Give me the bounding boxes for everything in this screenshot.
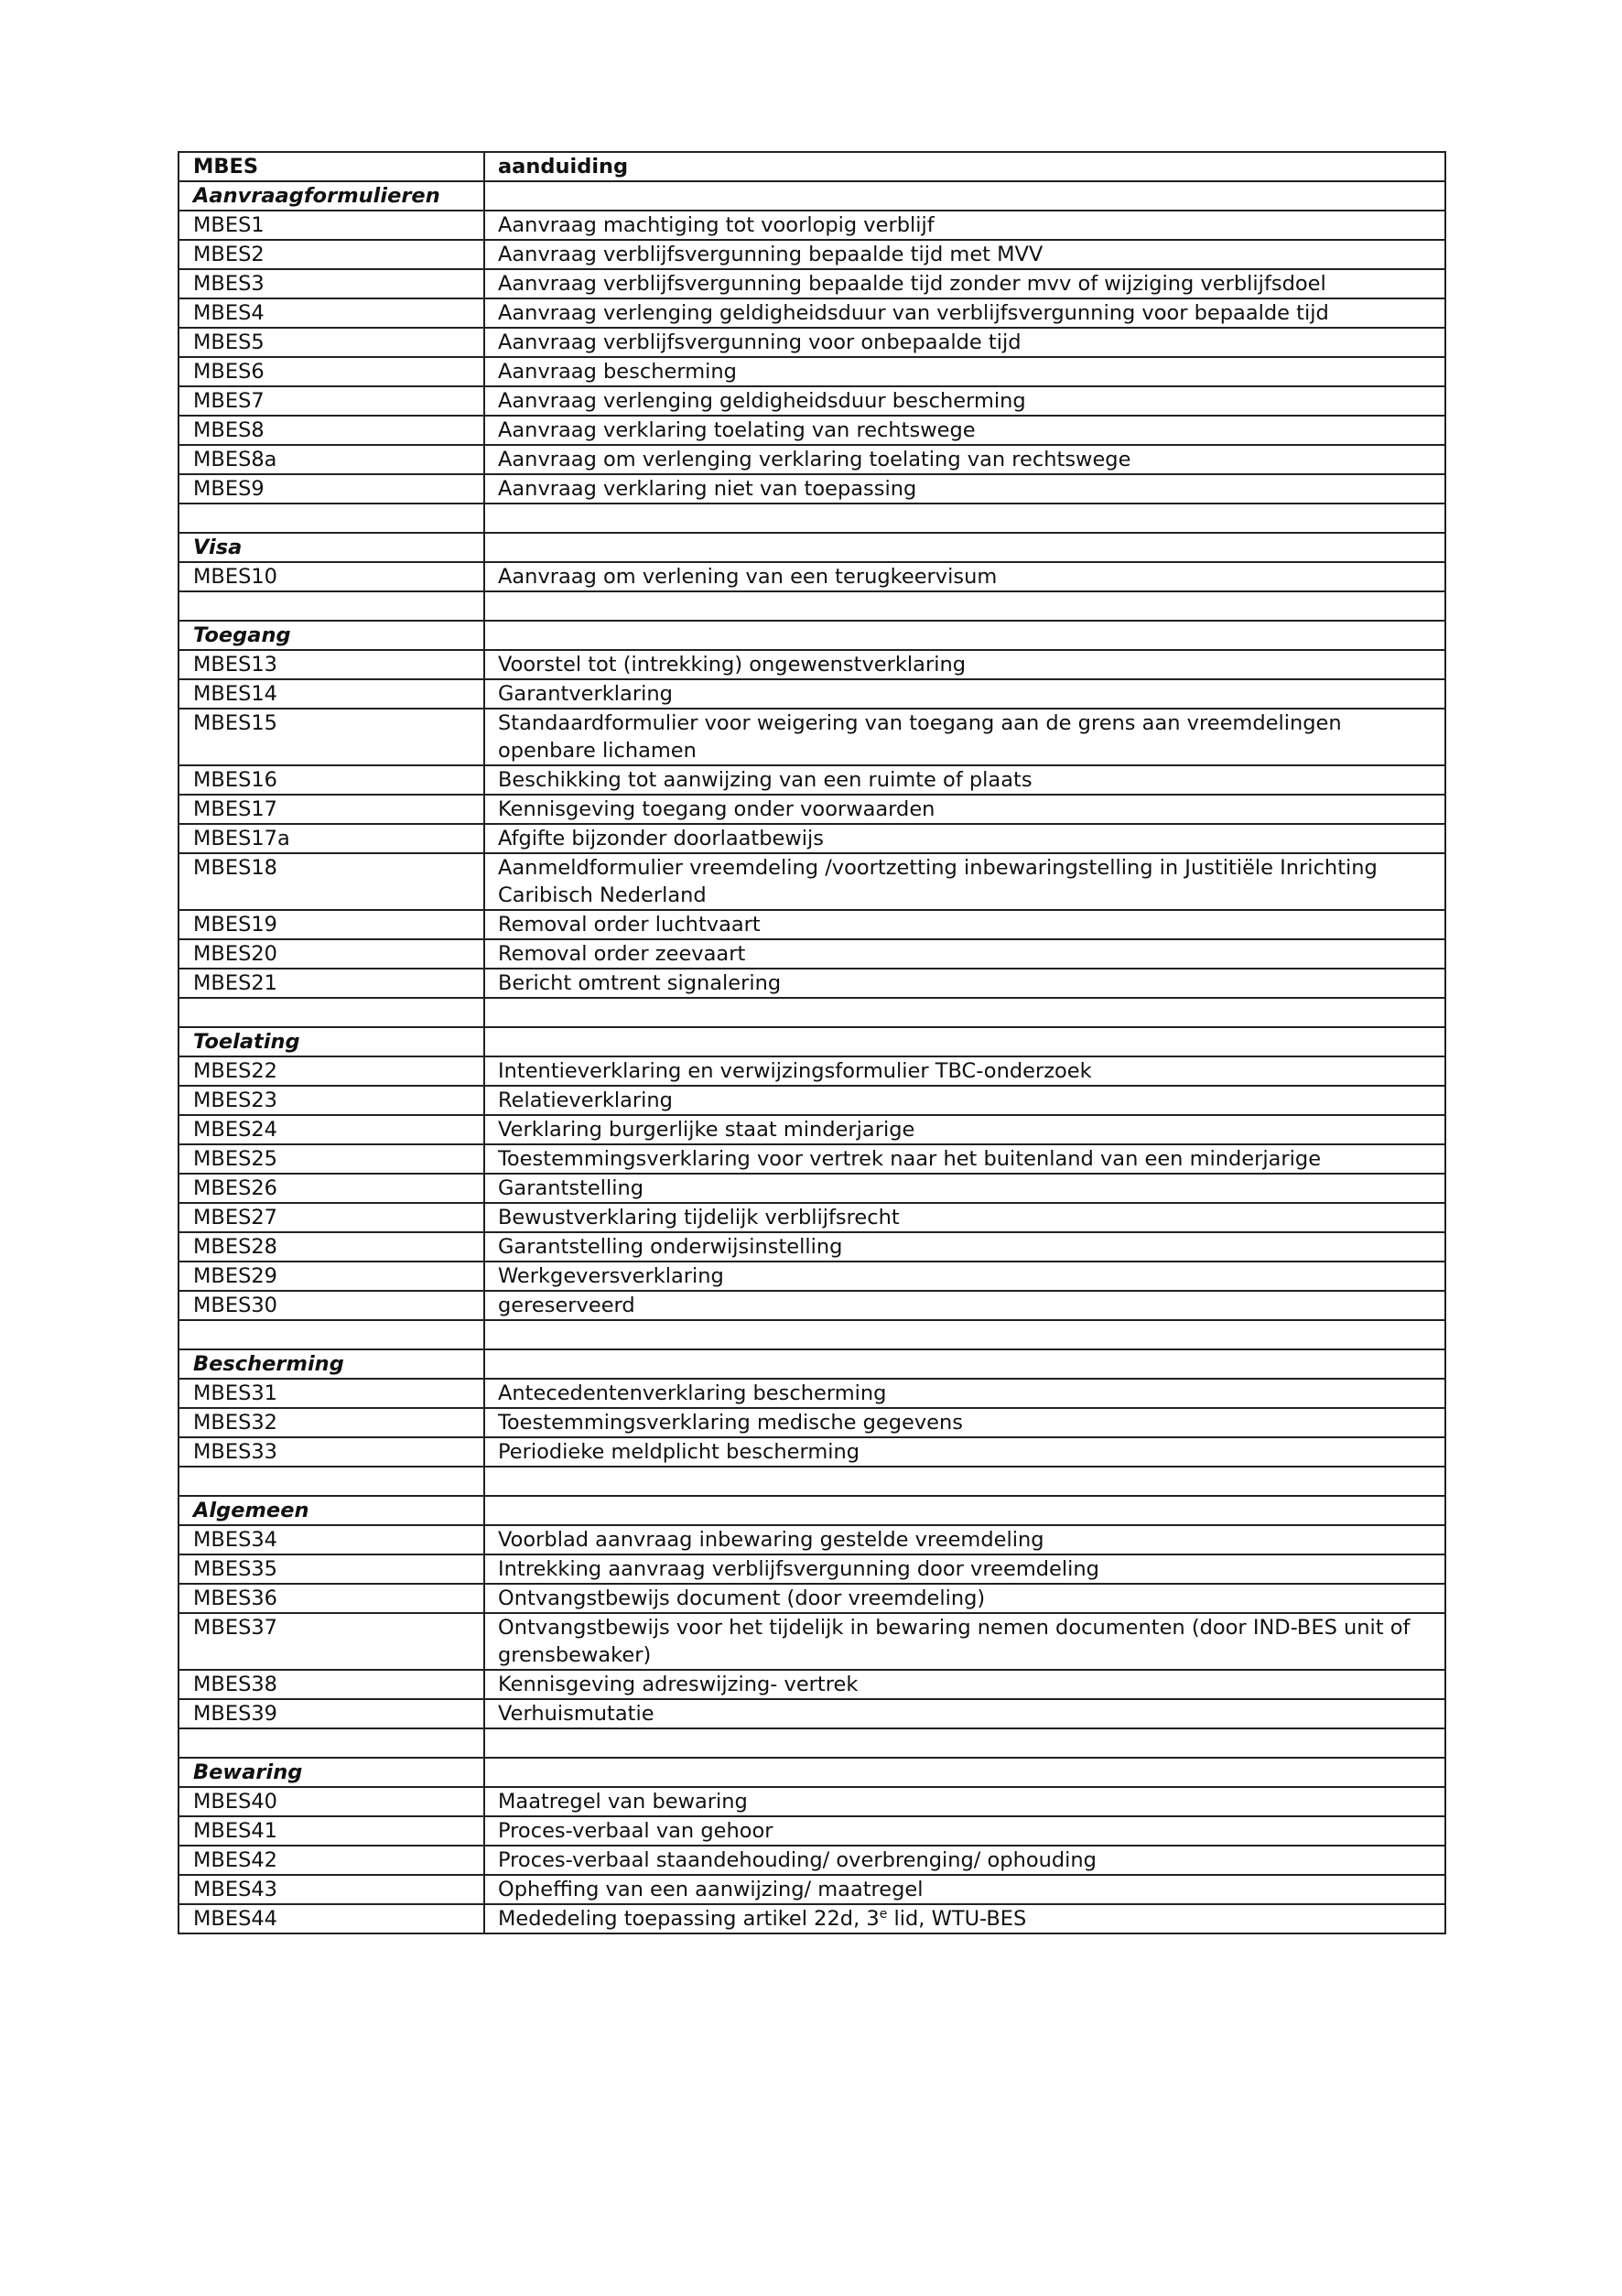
table-row xyxy=(178,298,1445,328)
form-description: Aanvraag machtiging tot voorlopig verblijf xyxy=(484,211,1445,240)
mbes-forms-table xyxy=(178,151,1446,1934)
form-description: Aanvraag verklaring niet van toepassing xyxy=(484,474,1445,504)
table-row xyxy=(178,562,1445,591)
spacer-row xyxy=(178,998,1445,1027)
section-title: Bewaring xyxy=(178,1758,484,1787)
form-code: MBES7 xyxy=(178,386,484,416)
form-description: Removal order zeevaart xyxy=(484,939,1445,969)
form-code: MBES33 xyxy=(178,1437,484,1467)
form-description: Aanvraag verklaring toelating van rechtswege xyxy=(484,416,1445,445)
form-description: Ontvangstbewijs voor het tijdelijk in bewaring nemen documenten (door IND-BES unit of grensbewaker) xyxy=(484,1613,1445,1670)
form-description xyxy=(484,1467,1445,1496)
form-code: MBES1 xyxy=(178,211,484,240)
form-description: Garantstelling onderwijsinstelling xyxy=(484,1232,1445,1262)
table-row xyxy=(178,1699,1445,1728)
table-row xyxy=(178,853,1445,910)
table-row xyxy=(178,1875,1445,1904)
form-description xyxy=(484,1728,1445,1758)
form-description: Afgifte bijzonder doorlaatbewijs xyxy=(484,824,1445,853)
form-code xyxy=(178,1728,484,1758)
form-description: Intrekking aanvraag verblijfsvergunning door vreemdeling xyxy=(484,1554,1445,1584)
table-row xyxy=(178,679,1445,709)
description-text-continued: lid, WTU-BES xyxy=(887,1907,1027,1931)
table-row xyxy=(178,1203,1445,1232)
section-header-row xyxy=(178,1349,1445,1379)
section-title: Toegang xyxy=(178,621,484,650)
section-header-row xyxy=(178,1496,1445,1525)
form-code: MBES38 xyxy=(178,1670,484,1699)
column-header-description: aanduiding xyxy=(484,152,1445,181)
table-row xyxy=(178,416,1445,445)
form-code: MBES19 xyxy=(178,910,484,939)
form-code: MBES30 xyxy=(178,1291,484,1320)
ordinal-superscript: e xyxy=(879,1907,888,1922)
form-code: MBES17a xyxy=(178,824,484,853)
form-code: MBES44 xyxy=(178,1904,484,1933)
table-row xyxy=(178,709,1445,765)
form-description xyxy=(484,504,1445,533)
form-code xyxy=(178,1320,484,1349)
form-description xyxy=(484,621,1445,650)
form-code: MBES8a xyxy=(178,445,484,474)
form-code: MBES21 xyxy=(178,969,484,998)
form-description: Werkgeversverklaring xyxy=(484,1262,1445,1291)
form-description: Toestemmingsverklaring voor vertrek naar het buitenland van een minderjarige xyxy=(484,1144,1445,1174)
table-row xyxy=(178,445,1445,474)
form-code: MBES36 xyxy=(178,1584,484,1613)
form-description: Aanvraag verblijfsvergunning bepaalde tijd met MVV xyxy=(484,240,1445,269)
table-row xyxy=(178,824,1445,853)
form-description: Aanvraag om verlenging verklaring toelating van rechtswege xyxy=(484,445,1445,474)
form-description xyxy=(484,591,1445,621)
table-row xyxy=(178,474,1445,504)
table-row xyxy=(178,650,1445,679)
form-code: MBES22 xyxy=(178,1056,484,1086)
form-description: Kennisgeving toegang onder voorwaarden xyxy=(484,795,1445,824)
form-code: MBES8 xyxy=(178,416,484,445)
form-code: MBES17 xyxy=(178,795,484,824)
table-row xyxy=(178,1056,1445,1086)
form-code xyxy=(178,1467,484,1496)
form-description: Maatregel van bewaring xyxy=(484,1787,1445,1816)
table-header-row xyxy=(178,152,1445,181)
document-page xyxy=(178,151,1444,1934)
form-description: Standaardformulier voor weigering van toegang aan de grens aan vreemdelingen openbare lichamen xyxy=(484,709,1445,765)
section-header-row xyxy=(178,621,1445,650)
table-row xyxy=(178,1554,1445,1584)
form-code: MBES4 xyxy=(178,298,484,328)
section-header-row xyxy=(178,181,1445,211)
section-header-row xyxy=(178,533,1445,562)
table-row xyxy=(178,1408,1445,1437)
form-description: Opheffing van een aanwijzing/ maatregel xyxy=(484,1875,1445,1904)
form-code: MBES35 xyxy=(178,1554,484,1584)
form-code: MBES14 xyxy=(178,679,484,709)
form-description: Aanvraag verblijfsvergunning voor onbepaalde tijd xyxy=(484,328,1445,357)
form-code: MBES24 xyxy=(178,1115,484,1144)
table-row xyxy=(178,1291,1445,1320)
form-description: Bewustverklaring tijdelijk verblijfsrecht xyxy=(484,1203,1445,1232)
section-title: Bescherming xyxy=(178,1349,484,1379)
form-description: Voorstel tot (intrekking) ongewenstverklaring xyxy=(484,650,1445,679)
form-code: MBES25 xyxy=(178,1144,484,1174)
form-code xyxy=(178,591,484,621)
form-code: MBES9 xyxy=(178,474,484,504)
form-description: Aanvraag om verlening van een terugkeervisum xyxy=(484,562,1445,591)
form-description: Removal order luchtvaart xyxy=(484,910,1445,939)
form-code: MBES42 xyxy=(178,1846,484,1875)
table-row xyxy=(178,1670,1445,1699)
form-description: gereserveerd xyxy=(484,1291,1445,1320)
form-code: MBES43 xyxy=(178,1875,484,1904)
form-description: Garantstelling xyxy=(484,1174,1445,1203)
table-row xyxy=(178,795,1445,824)
form-description: Relatieverklaring xyxy=(484,1086,1445,1115)
form-description: Aanvraag verlenging geldigheidsduur van verblijfsvergunning voor bepaalde tijd xyxy=(484,298,1445,328)
form-description: Aanvraag verlenging geldigheidsduur bescherming xyxy=(484,386,1445,416)
form-description: Intentieverklaring en verwijzingsformulier TBC-onderzoek xyxy=(484,1056,1445,1086)
table-row xyxy=(178,1816,1445,1846)
form-description: Garantverklaring xyxy=(484,679,1445,709)
section-title: Algemeen xyxy=(178,1496,484,1525)
form-code: MBES23 xyxy=(178,1086,484,1115)
table-row xyxy=(178,211,1445,240)
form-code: MBES15 xyxy=(178,709,484,765)
table-row xyxy=(178,1174,1445,1203)
form-description: Aanvraag bescherming xyxy=(484,357,1445,386)
table-row xyxy=(178,1232,1445,1262)
form-description: Verhuismutatie xyxy=(484,1699,1445,1728)
table-row xyxy=(178,910,1445,939)
spacer-row xyxy=(178,504,1445,533)
form-description xyxy=(484,1349,1445,1379)
table-row xyxy=(178,939,1445,969)
form-code: MBES5 xyxy=(178,328,484,357)
form-code: MBES34 xyxy=(178,1525,484,1554)
table-row xyxy=(178,1904,1445,1933)
table-row xyxy=(178,969,1445,998)
form-code: MBES2 xyxy=(178,240,484,269)
form-code: MBES39 xyxy=(178,1699,484,1728)
column-header-code: MBES xyxy=(178,152,484,181)
form-code: MBES32 xyxy=(178,1408,484,1437)
form-code: MBES40 xyxy=(178,1787,484,1816)
table-row xyxy=(178,1584,1445,1613)
spacer-row xyxy=(178,591,1445,621)
table-row xyxy=(178,1525,1445,1554)
form-code: MBES28 xyxy=(178,1232,484,1262)
form-code: MBES13 xyxy=(178,650,484,679)
section-header-row xyxy=(178,1758,1445,1787)
table-row xyxy=(178,1613,1445,1670)
section-header-row xyxy=(178,1027,1445,1056)
form-code: MBES10 xyxy=(178,562,484,591)
form-description xyxy=(484,1904,1445,1933)
form-description: Toestemmingsverklaring medische gegevens xyxy=(484,1408,1445,1437)
form-code: MBES16 xyxy=(178,765,484,795)
form-description xyxy=(484,1320,1445,1349)
form-description xyxy=(484,1027,1445,1056)
form-code: MBES6 xyxy=(178,357,484,386)
form-code: MBES27 xyxy=(178,1203,484,1232)
table-row xyxy=(178,1086,1445,1115)
form-description: Proces-verbaal staandehouding/ overbrenging/ ophouding xyxy=(484,1846,1445,1875)
description-text: Mededeling toepassing artikel 22d, 3 xyxy=(498,1907,880,1931)
form-code: MBES18 xyxy=(178,853,484,910)
form-description: Verklaring burgerlijke staat minderjarige xyxy=(484,1115,1445,1144)
table-row xyxy=(178,1144,1445,1174)
table-row xyxy=(178,1437,1445,1467)
form-code: MBES37 xyxy=(178,1613,484,1670)
spacer-row xyxy=(178,1467,1445,1496)
form-description: Ontvangstbewijs document (door vreemdeling) xyxy=(484,1584,1445,1613)
table-row xyxy=(178,1262,1445,1291)
table-row xyxy=(178,386,1445,416)
spacer-row xyxy=(178,1320,1445,1349)
table-row xyxy=(178,1115,1445,1144)
table-row xyxy=(178,765,1445,795)
form-description: Periodieke meldplicht bescherming xyxy=(484,1437,1445,1467)
form-code: MBES29 xyxy=(178,1262,484,1291)
table-body xyxy=(178,152,1445,1933)
section-title: Visa xyxy=(178,533,484,562)
form-code xyxy=(178,998,484,1027)
table-row xyxy=(178,1379,1445,1408)
table-row xyxy=(178,1846,1445,1875)
section-title: Toelating xyxy=(178,1027,484,1056)
form-code xyxy=(178,504,484,533)
form-code: MBES41 xyxy=(178,1816,484,1846)
form-description: Proces-verbaal van gehoor xyxy=(484,1816,1445,1846)
form-code: MBES26 xyxy=(178,1174,484,1203)
form-description: Bericht omtrent signalering xyxy=(484,969,1445,998)
form-description: Aanmeldformulier vreemdeling /voortzetting inbewaringstelling in Justitiële Inrichting Caribisch Nederland xyxy=(484,853,1445,910)
form-description xyxy=(484,1496,1445,1525)
table-row xyxy=(178,240,1445,269)
form-description xyxy=(484,181,1445,211)
form-description xyxy=(484,1758,1445,1787)
section-title: Aanvraagformulieren xyxy=(178,181,484,211)
table-row xyxy=(178,269,1445,298)
form-code: MBES3 xyxy=(178,269,484,298)
table-row xyxy=(178,328,1445,357)
form-description xyxy=(484,998,1445,1027)
form-description: Kennisgeving adreswijzing- vertrek xyxy=(484,1670,1445,1699)
form-code: MBES20 xyxy=(178,939,484,969)
form-description: Aanvraag verblijfsvergunning bepaalde tijd zonder mvv of wijziging verblijfsdoel xyxy=(484,269,1445,298)
form-description: Beschikking tot aanwijzing van een ruimte of plaats xyxy=(484,765,1445,795)
table-row xyxy=(178,357,1445,386)
form-code: MBES31 xyxy=(178,1379,484,1408)
spacer-row xyxy=(178,1728,1445,1758)
form-description xyxy=(484,533,1445,562)
form-description: Antecedentenverklaring bescherming xyxy=(484,1379,1445,1408)
form-description: Voorblad aanvraag inbewaring gestelde vreemdeling xyxy=(484,1525,1445,1554)
table-row xyxy=(178,1787,1445,1816)
